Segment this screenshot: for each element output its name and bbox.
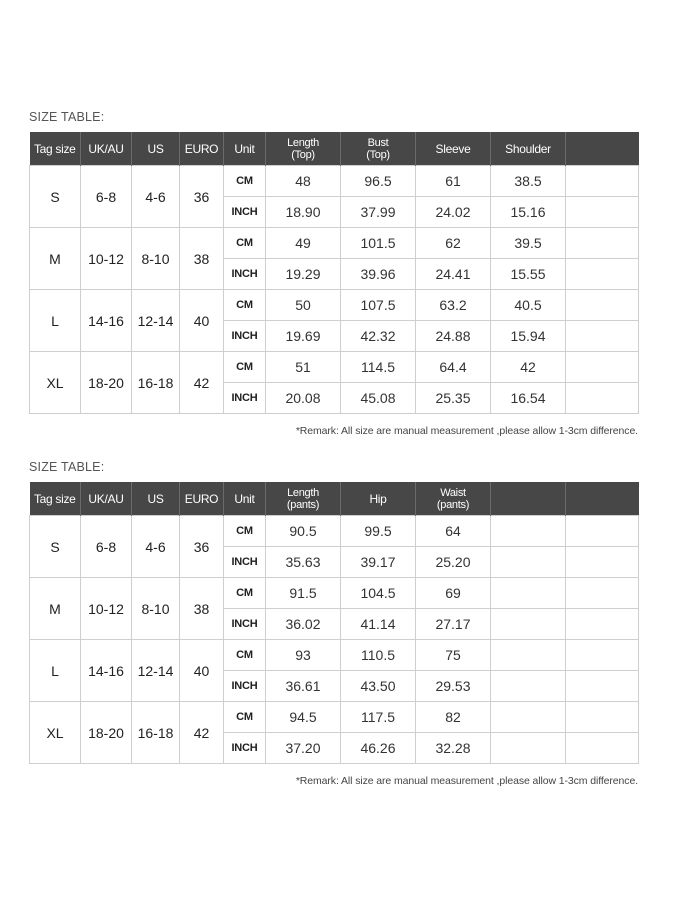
tag-size-cell: S	[30, 166, 81, 228]
size-table-title: SIZE TABLE:	[29, 110, 105, 124]
size-table-top	[29, 132, 639, 414]
value-cell: 96.5	[341, 166, 416, 197]
value-cell: 117.5	[341, 702, 416, 733]
uk-au-cell: 14-16	[81, 640, 132, 702]
euro-cell: 36	[180, 166, 224, 228]
empty-cell	[566, 259, 639, 290]
header-bust-top: Bust (Top)	[341, 132, 416, 166]
header-sleeve: Sleeve	[416, 132, 491, 166]
empty-cell	[566, 609, 639, 640]
value-cell: 39.96	[341, 259, 416, 290]
value-cell: 61	[416, 166, 491, 197]
header-empty	[491, 482, 566, 516]
value-cell: 36.61	[266, 671, 341, 702]
tag-size-cell: M	[30, 578, 81, 640]
value-cell: 19.69	[266, 321, 341, 352]
header-shoulder: Shoulder	[491, 132, 566, 166]
value-cell: 82	[416, 702, 491, 733]
table-row	[30, 290, 639, 321]
empty-cell	[566, 547, 639, 578]
empty-cell	[491, 547, 566, 578]
unit-cell: INCH	[224, 671, 266, 702]
value-cell: 93	[266, 640, 341, 671]
table-row	[30, 516, 639, 547]
empty-cell	[566, 290, 639, 321]
value-cell: 64	[416, 516, 491, 547]
empty-cell	[566, 228, 639, 259]
us-cell: 8-10	[132, 578, 180, 640]
size-table-bottom-section	[29, 458, 638, 787]
uk-au-cell: 6-8	[81, 516, 132, 578]
tag-size-cell: L	[30, 640, 81, 702]
empty-cell	[566, 733, 639, 764]
empty-cell	[566, 671, 639, 702]
size-table-bottom	[29, 482, 639, 764]
value-cell: 15.94	[491, 321, 566, 352]
value-cell: 48	[266, 166, 341, 197]
empty-cell	[491, 702, 566, 733]
value-cell: 104.5	[341, 578, 416, 609]
us-cell: 12-14	[132, 290, 180, 352]
table-row	[30, 578, 639, 609]
unit-cell: CM	[224, 578, 266, 609]
unit-cell: INCH	[224, 197, 266, 228]
euro-cell: 38	[180, 228, 224, 290]
value-cell: 32.28	[416, 733, 491, 764]
us-cell: 4-6	[132, 516, 180, 578]
value-cell: 110.5	[341, 640, 416, 671]
uk-au-cell: 14-16	[81, 290, 132, 352]
table-row	[30, 352, 639, 383]
value-cell: 99.5	[341, 516, 416, 547]
header-euro: EURO	[180, 482, 224, 516]
value-cell: 27.17	[416, 609, 491, 640]
unit-cell: CM	[224, 640, 266, 671]
value-cell: 107.5	[341, 290, 416, 321]
table-row	[30, 640, 639, 671]
us-cell: 12-14	[132, 640, 180, 702]
header-tag-size: Tag size	[30, 132, 81, 166]
header-length-pants: Length (pants)	[266, 482, 341, 516]
value-cell: 36.02	[266, 609, 341, 640]
value-cell: 37.20	[266, 733, 341, 764]
us-cell: 16-18	[132, 702, 180, 764]
header-row	[30, 482, 639, 516]
value-cell: 64.4	[416, 352, 491, 383]
remark-note: *Remark: All size are manual measurement ,please allow 1-3cm difference.	[295, 425, 638, 437]
value-cell: 39.17	[341, 547, 416, 578]
value-cell: 51	[266, 352, 341, 383]
unit-cell: CM	[224, 702, 266, 733]
value-cell: 20.08	[266, 383, 341, 414]
value-cell: 24.41	[416, 259, 491, 290]
header-row	[30, 132, 639, 166]
value-cell: 16.54	[491, 383, 566, 414]
euro-cell: 40	[180, 290, 224, 352]
size-table-title: SIZE TABLE:	[29, 460, 105, 474]
header-empty	[566, 482, 639, 516]
value-cell: 101.5	[341, 228, 416, 259]
header-uk-au: UK/AU	[81, 132, 132, 166]
euro-cell: 38	[180, 578, 224, 640]
empty-cell	[566, 516, 639, 547]
unit-cell: CM	[224, 290, 266, 321]
value-cell: 25.35	[416, 383, 491, 414]
remark-note: *Remark: All size are manual measurement ,please allow 1-3cm difference.	[295, 775, 638, 787]
unit-cell: CM	[224, 166, 266, 197]
value-cell: 75	[416, 640, 491, 671]
empty-cell	[491, 640, 566, 671]
header-tag-size: Tag size	[30, 482, 81, 516]
empty-cell	[566, 702, 639, 733]
header-us: US	[132, 482, 180, 516]
value-cell: 91.5	[266, 578, 341, 609]
empty-cell	[491, 578, 566, 609]
unit-cell: INCH	[224, 609, 266, 640]
unit-cell: INCH	[224, 383, 266, 414]
unit-cell: INCH	[224, 547, 266, 578]
value-cell: 29.53	[416, 671, 491, 702]
header-us: US	[132, 132, 180, 166]
uk-au-cell: 18-20	[81, 352, 132, 414]
empty-cell	[491, 733, 566, 764]
empty-cell	[566, 197, 639, 228]
value-cell: 37.99	[341, 197, 416, 228]
value-cell: 42.32	[341, 321, 416, 352]
value-cell: 94.5	[266, 702, 341, 733]
header-waist-pants: Waist (pants)	[416, 482, 491, 516]
value-cell: 41.14	[341, 609, 416, 640]
uk-au-cell: 10-12	[81, 228, 132, 290]
header-uk-au: UK/AU	[81, 482, 132, 516]
tag-size-cell: M	[30, 228, 81, 290]
value-cell: 35.63	[266, 547, 341, 578]
value-cell: 40.5	[491, 290, 566, 321]
euro-cell: 36	[180, 516, 224, 578]
header-length-top: Length (Top)	[266, 132, 341, 166]
tag-size-cell: XL	[30, 352, 81, 414]
uk-au-cell: 10-12	[81, 578, 132, 640]
value-cell: 50	[266, 290, 341, 321]
uk-au-cell: 6-8	[81, 166, 132, 228]
table-row	[30, 702, 639, 733]
us-cell: 16-18	[132, 352, 180, 414]
tag-size-cell: S	[30, 516, 81, 578]
empty-cell	[566, 383, 639, 414]
value-cell: 38.5	[491, 166, 566, 197]
table-row	[30, 166, 639, 197]
header-hip: Hip	[341, 482, 416, 516]
euro-cell: 42	[180, 702, 224, 764]
unit-cell: CM	[224, 352, 266, 383]
empty-cell	[491, 609, 566, 640]
value-cell: 43.50	[341, 671, 416, 702]
value-cell: 15.55	[491, 259, 566, 290]
value-cell: 39.5	[491, 228, 566, 259]
value-cell: 62	[416, 228, 491, 259]
header-euro: EURO	[180, 132, 224, 166]
value-cell: 24.88	[416, 321, 491, 352]
value-cell: 63.2	[416, 290, 491, 321]
table-row	[30, 228, 639, 259]
header-empty	[566, 132, 639, 166]
value-cell: 24.02	[416, 197, 491, 228]
value-cell: 25.20	[416, 547, 491, 578]
uk-au-cell: 18-20	[81, 702, 132, 764]
us-cell: 4-6	[132, 166, 180, 228]
value-cell: 46.26	[341, 733, 416, 764]
header-unit: Unit	[224, 482, 266, 516]
tag-size-cell: XL	[30, 702, 81, 764]
unit-cell: INCH	[224, 259, 266, 290]
empty-cell	[566, 640, 639, 671]
empty-cell	[566, 352, 639, 383]
tag-size-cell: L	[30, 290, 81, 352]
value-cell: 49	[266, 228, 341, 259]
header-unit: Unit	[224, 132, 266, 166]
empty-cell	[491, 516, 566, 547]
euro-cell: 40	[180, 640, 224, 702]
value-cell: 18.90	[266, 197, 341, 228]
value-cell: 19.29	[266, 259, 341, 290]
unit-cell: CM	[224, 228, 266, 259]
value-cell: 45.08	[341, 383, 416, 414]
value-cell: 42	[491, 352, 566, 383]
euro-cell: 42	[180, 352, 224, 414]
unit-cell: INCH	[224, 733, 266, 764]
value-cell: 90.5	[266, 516, 341, 547]
value-cell: 69	[416, 578, 491, 609]
size-table-top-section	[29, 108, 638, 437]
us-cell: 8-10	[132, 228, 180, 290]
empty-cell	[566, 166, 639, 197]
unit-cell: INCH	[224, 321, 266, 352]
empty-cell	[491, 671, 566, 702]
empty-cell	[566, 578, 639, 609]
value-cell: 15.16	[491, 197, 566, 228]
empty-cell	[566, 321, 639, 352]
unit-cell: CM	[224, 516, 266, 547]
value-cell: 114.5	[341, 352, 416, 383]
